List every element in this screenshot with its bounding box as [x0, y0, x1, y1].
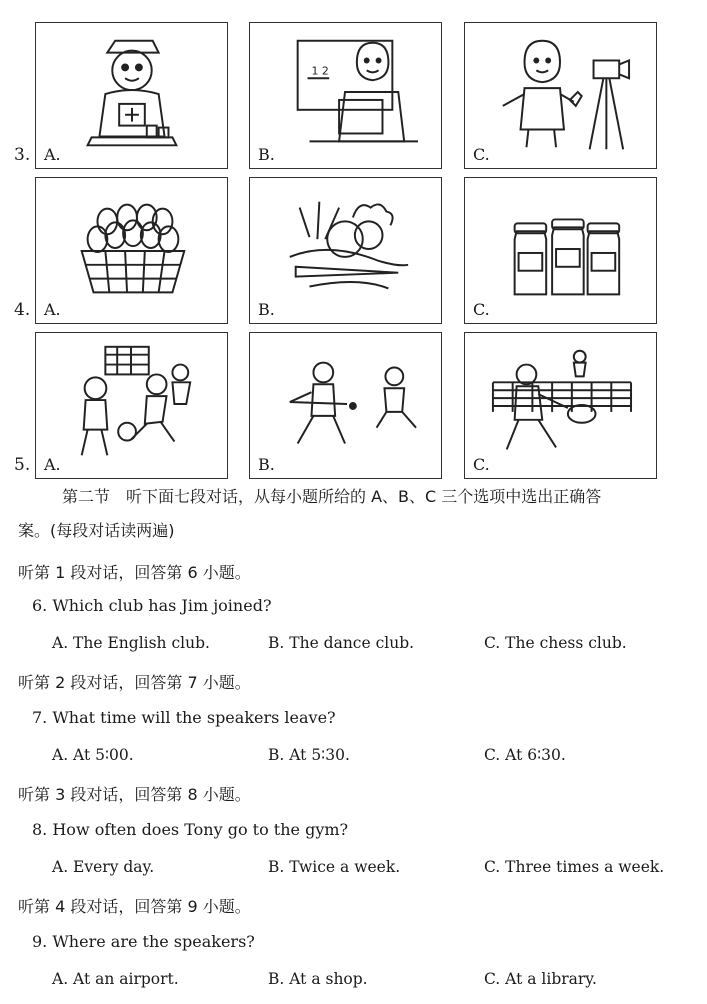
picture-5b-baseball[interactable] [249, 332, 442, 479]
q9-option-c[interactable]: C. At a library. [484, 970, 597, 988]
picture-5c-tennis[interactable] [464, 332, 657, 479]
picture-3c-reporter[interactable] [464, 22, 657, 169]
q8-option-c[interactable]: C. Three times a week. [484, 858, 665, 876]
q7-option-a[interactable]: A. At 5∶00. [52, 746, 134, 764]
reporter-illustration [465, 23, 656, 168]
option-label-4a: A. [44, 300, 61, 319]
section-2-intro-line2: 案。(每段对话读两遍) [18, 521, 175, 540]
vegetables-illustration [250, 178, 441, 323]
picture-3a-nurse[interactable] [35, 22, 228, 169]
option-label-3c: C. [473, 145, 490, 164]
question-number-4: 4. [14, 300, 31, 320]
q6-option-c[interactable]: C. The chess club. [484, 634, 627, 652]
section-2-intro-line1: 第二节 听下面七段对话，从每小题所给的 A、B、C 三个选项中选出正确答 [62, 487, 602, 506]
question-8-stem: 8. How often does Tony go to the gym? [32, 820, 349, 839]
question-number-3: 3. [14, 145, 31, 165]
option-label-5c: C. [473, 455, 490, 474]
instruction-q7: 听第 2 段对话，回答第 7 小题。 [18, 673, 251, 692]
instruction-q8: 听第 3 段对话，回答第 8 小题。 [18, 785, 251, 804]
option-label-3a: A. [44, 145, 61, 164]
question-9-stem: 9. Where are the speakers? [32, 932, 255, 951]
picture-3b-teacher[interactable] [249, 22, 442, 169]
picture-4c-milk[interactable] [464, 177, 657, 324]
q7-option-c[interactable]: C. At 6∶30. [484, 746, 566, 764]
instruction-q6: 听第 1 段对话，回答第 6 小题。 [18, 563, 251, 582]
q7-option-b[interactable]: B. At 5∶30. [268, 746, 350, 764]
option-label-3b: B. [258, 145, 275, 164]
option-label-5b: B. [258, 455, 275, 474]
q8-option-a[interactable]: A. Every day. [52, 858, 155, 876]
q9-option-b[interactable]: B. At a shop. [268, 970, 368, 988]
baseball-illustration [250, 333, 441, 478]
picture-5a-soccer[interactable] [35, 332, 228, 479]
teacher-illustration [250, 23, 441, 168]
instruction-q9: 听第 4 段对话，回答第 9 小题。 [18, 897, 251, 916]
svg-text:1 2: 1 2 [311, 64, 329, 78]
soccer-illustration [36, 333, 227, 478]
q6-option-b[interactable]: B. The dance club. [268, 634, 415, 652]
tennis-illustration [465, 333, 656, 478]
milk-bottles-illustration [465, 178, 656, 323]
option-label-4c: C. [473, 300, 490, 319]
q9-option-a[interactable]: A. At an airport. [52, 970, 179, 988]
q8-option-b[interactable]: B. Twice a week. [268, 858, 401, 876]
q6-option-a[interactable]: A. The English club. [52, 634, 210, 652]
option-label-5a: A. [44, 455, 61, 474]
question-7-stem: 7. What time will the speakers leave? [32, 708, 336, 727]
question-number-5: 5. [14, 455, 31, 475]
question-6-stem: 6. Which club has Jim joined? [32, 596, 272, 615]
nurse-illustration [36, 23, 227, 168]
option-label-4b: B. [258, 300, 275, 319]
picture-4a-eggs[interactable] [35, 177, 228, 324]
eggs-basket-illustration [36, 178, 227, 323]
picture-4b-vegetables[interactable] [249, 177, 442, 324]
